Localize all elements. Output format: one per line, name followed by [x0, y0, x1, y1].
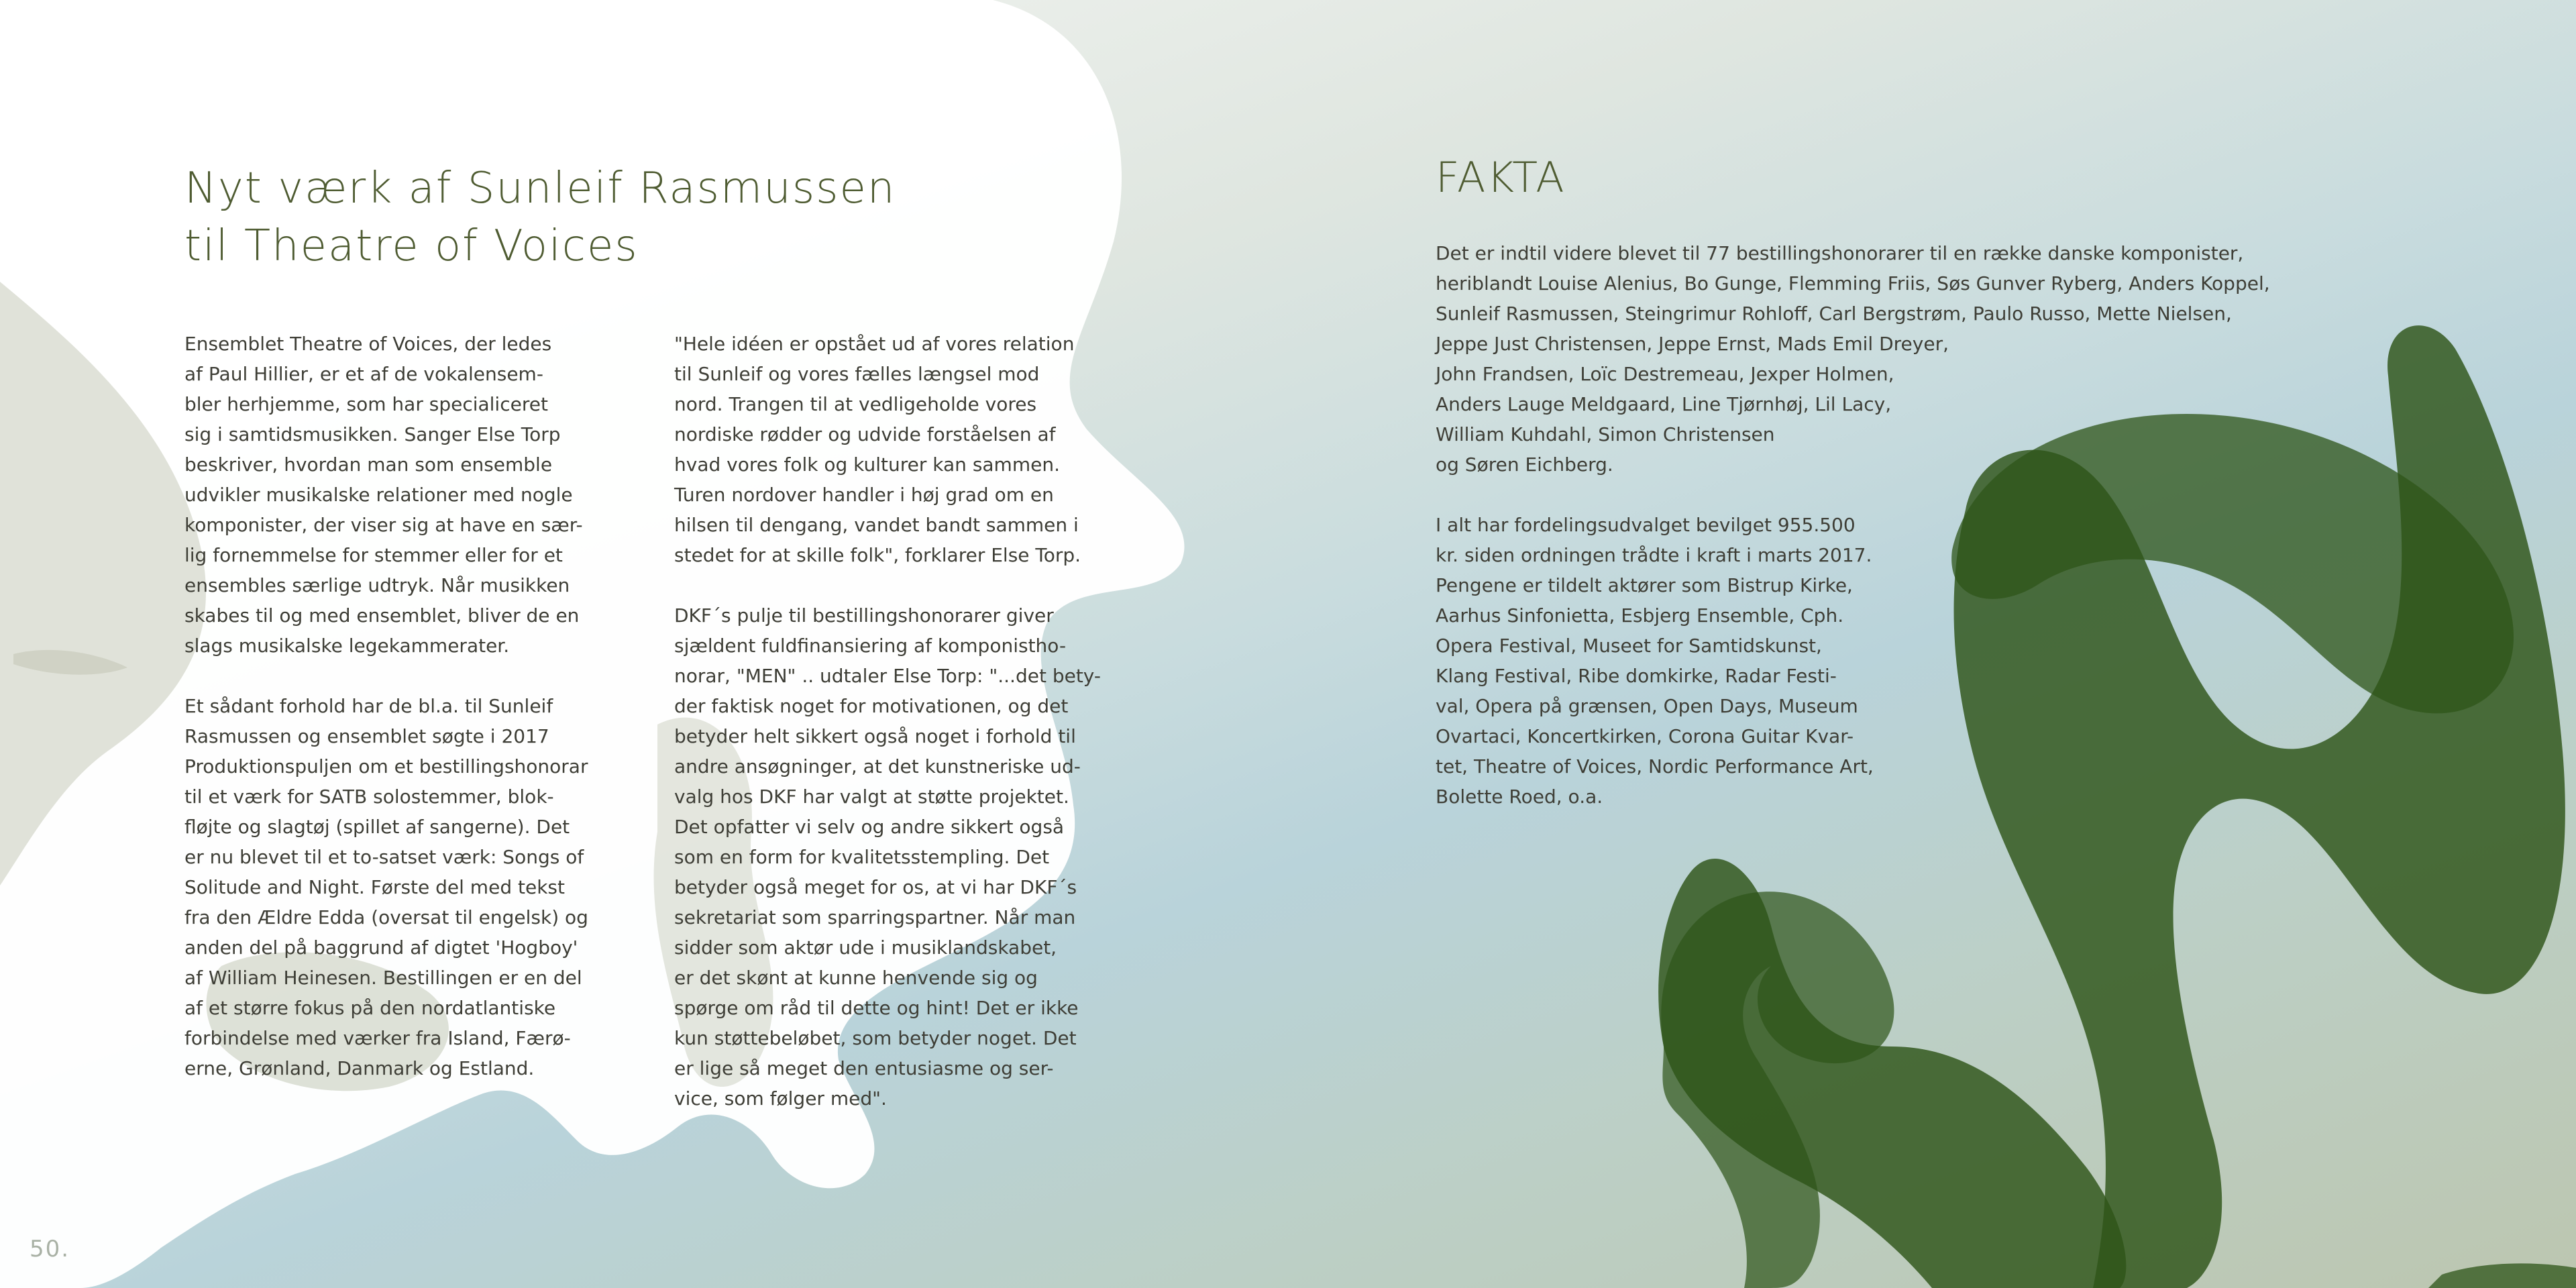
- article-column-1: [184, 329, 627, 1083]
- fakta-paragraph: I alt har fordelingsudvalget bevilget 955.500 kr. siden ordningen trådte i kraft i marts 2017. Pengene er tildelt aktører som Bistrup Kirke, Aarhus Sinfonietta, Esbjerg Ensemble, Cph. Opera Festival, Museet for Samtidskunst, Klang Festival, Ribe domkirke, Radar Festi- val, Opera på grænsen, Open Days, Museum Ovartaci, Koncertkirken, Corona Guitar Kvar- tet, Theatre of Voices, Nordic Performance Art, Bolette Roed, o.a.: [1436, 514, 1874, 808]
- page-number: 50.: [30, 1236, 70, 1263]
- fakta-heading: FAKTA: [1436, 153, 1566, 202]
- article-title: Nyt værk af Sunleif Rasmussen til Theatre of Voices: [184, 164, 896, 271]
- fakta-paragraph: Det er indtil videre blevet til 77 bestillingshonorarer til en række danske komponister, heriblandt Louise Alenius, Bo Gunge, Flemming Friis, Søs Gunver Ryberg, Anders Koppel, Sunleif Rasmussen, Steingrimur Rohloff, Carl Bergstrøm, Paulo Russo, Mette Nielsen, Jeppe Just Christensen, Jeppe Ernst, Mads Emil Dreyer, John Frandsen, Loïc Destremeau, Jexper Holmen, Anders Lauge Meldgaard, Line Tjørnhøj, Lil Lacy, William Kuhdahl, Simon Christensen og Søren Eichberg.: [1436, 242, 2270, 476]
- fakta-box: [1436, 238, 2375, 812]
- article-paragraph: Et sådant forhold har de bl.a. til Sunleif Rasmussen og ensemblet søgte i 2017 Produktionspuljen om et bestillingshonorar til et værk for SATB solostemmer, blok- fløjte og slagtøj (spillet af sangerne). Det er nu blevet til et to-satset værk: Songs of Solitude and Night. Første del med tekst fra den Ældre Edda (oversat til engelsk) og anden del på baggrund af digtet 'Hogboy' af William Heinesen. Bestillingen er en del af et større fokus på den nordatlantiske forbindelse med værker fra Island, Færø- erne, Grønland, Danmark og Estland.: [184, 695, 588, 1079]
- green-shape-corner: [2428, 1263, 2576, 1288]
- article-column-2: [674, 329, 1117, 1114]
- article-paragraph: "Hele idéen er opstået ud af vores relation til Sunleif og vores fælles længsel mod nord. Trangen til at vedligeholde vores nordiske rødder og udvide forståelsen af hvad vores folk og kulturer kan sammen. Turen nordover handler i høj grad om en hilsen til dengang, vandet bandt sammen i stedet for at skille folk", forklarer Else Torp.: [674, 333, 1081, 566]
- article-paragraph: DKF´s pulje til bestillingshonorarer giver sjældent fuldfinansiering af komponistho- norar, "MEN" .. udtaler Else Torp: "...det bety- der faktisk noget for motivationen, og det betyder helt sikkert også noget i forhold til andre ansøgninger, at det kunstneriske ud- valg hos DKF har valgt at støtte projektet. Det opfatter vi selv og andre sikkert også som en form for kvalitetsstempling. Det betyder også meget for os, at vi har DKF´s sekretariat som sparringspartner. Når man sidder som aktør ude i musiklandskabet, er det skønt at kunne henvende sig og spørge om råd til dette og hint! Det er ikke kun støttebeløbet, som betyder noget. Det er lige så meget den entusiasme og ser- vice, som følger med".: [674, 604, 1101, 1110]
- article-paragraph: Ensemblet Theatre of Voices, der ledes af Paul Hillier, er et af de vokalensem- bler herhjemme, som har specialiceret sig i samtidsmusikken. Sanger Else Torp beskriver, hvordan man som ensemble udvikler musikalske relationer med nogle komponister, der viser sig at have en sær- lig fornemmelse for stemmer eller for et ensembles særlige udtryk. Når musikken skabes til og med ensemblet, bliver de en slags musikalske legekammerater.: [184, 333, 583, 657]
